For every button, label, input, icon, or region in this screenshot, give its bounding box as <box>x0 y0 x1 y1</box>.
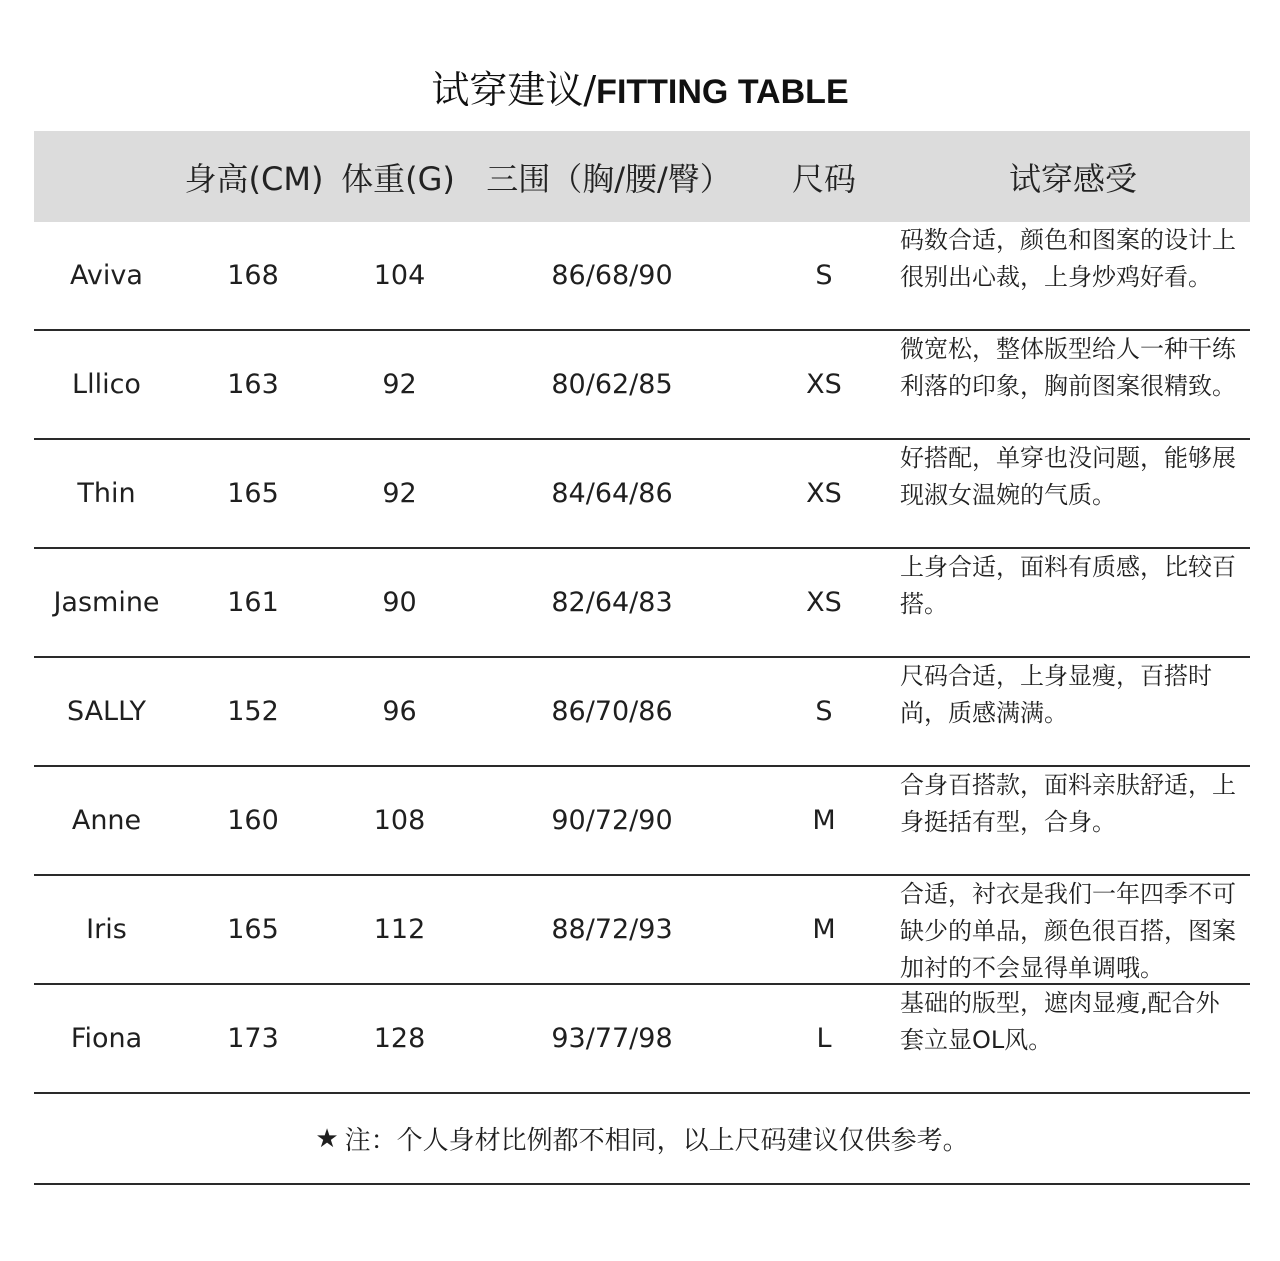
cell-name: SALLY <box>66 696 147 727</box>
cell-height: 173 <box>227 1023 279 1054</box>
cell-measurements: 86/68/90 <box>551 260 673 291</box>
title-chinese: 试穿建议/ <box>431 68 597 112</box>
cell-measurements: 90/72/90 <box>551 805 673 836</box>
cell-weight: 108 <box>373 805 426 836</box>
cell-weight: 128 <box>373 1023 426 1054</box>
feedback-text: 尺码合适，上身显瘦，百搭时尚，质感满满。 <box>900 662 1212 727</box>
feedback-text: 好搭配，单穿也没问题，能够展现淑女温婉的气质。 <box>900 444 1236 509</box>
feedback-text: 微宽松，整体版型给人一种干练利落的印象，胸前图案很精致。 <box>900 335 1236 400</box>
cell-size: M <box>812 914 836 945</box>
cell-size: XS <box>806 587 842 618</box>
footnote-text: 注：个人身材比例都不相同，以上尺码建议仅供参考。 <box>344 1126 969 1156</box>
cell-feedback <box>900 658 1250 765</box>
table-row <box>34 549 1250 658</box>
cell-height: 165 <box>227 478 279 509</box>
cell-height: 152 <box>227 696 279 727</box>
cell-feedback <box>900 767 1250 874</box>
cell-size: XS <box>806 369 842 400</box>
feedback-text: 基础的版型，遮肉显瘦,配合外套立显OL风。 <box>900 989 1220 1054</box>
cell-name: Fiona <box>70 1023 143 1054</box>
cell-weight: 90 <box>382 587 417 618</box>
table-row <box>34 440 1250 549</box>
header-measurements: 三围（胸/腰/臀） <box>486 159 732 198</box>
cell-weight: 96 <box>382 696 417 727</box>
feedback-text: 码数合适，颜色和图案的设计上很别出心裁，上身炒鸡好看。 <box>900 226 1236 291</box>
cell-feedback <box>900 549 1250 656</box>
cell-weight: 92 <box>382 478 417 509</box>
cell-height: 161 <box>227 587 279 618</box>
cell-weight: 92 <box>382 369 417 400</box>
cell-feedback <box>900 440 1250 547</box>
cell-height: 163 <box>227 369 279 400</box>
star-icon: ★ <box>315 1123 339 1154</box>
cell-name: Lllico <box>72 369 141 400</box>
cell-size: XS <box>806 478 842 509</box>
cell-weight: 112 <box>373 914 426 945</box>
cell-size: S <box>815 696 833 727</box>
footnote <box>34 1094 1250 1185</box>
header-height: 身高(CM) <box>184 159 324 198</box>
feedback-text: 合身百搭款，面料亲肤舒适，上身挺括有型，合身。 <box>900 771 1236 836</box>
cell-size: S <box>815 260 833 291</box>
header-weight: 体重(G) <box>341 159 455 198</box>
cell-measurements: 88/72/93 <box>551 914 673 945</box>
page-title <box>0 62 1280 120</box>
cell-measurements: 84/64/86 <box>551 478 673 509</box>
table-row <box>34 222 1250 331</box>
cell-name: Thin <box>77 478 136 509</box>
cell-feedback <box>900 876 1250 983</box>
feedback-text: 合适，衬衣是我们一年四季不可缺少的单品，颜色很百搭，图案加衬的不会显得单调哦。 <box>900 880 1236 982</box>
cell-size: M <box>812 805 836 836</box>
cell-size: L <box>816 1023 832 1054</box>
header-size: 尺码 <box>791 159 856 198</box>
cell-height: 165 <box>227 914 279 945</box>
cell-height: 168 <box>227 260 279 291</box>
table-row <box>34 876 1250 985</box>
table-row <box>34 658 1250 767</box>
cell-feedback <box>900 222 1250 329</box>
cell-name: Jasmine <box>53 587 160 618</box>
fitting-table <box>34 131 1250 1185</box>
cell-measurements: 82/64/83 <box>551 587 673 618</box>
cell-height: 160 <box>227 805 279 836</box>
title-english: FITTING TABLE <box>596 73 849 111</box>
table-row <box>34 767 1250 876</box>
cell-measurements: 93/77/98 <box>551 1023 673 1054</box>
table-row <box>34 985 1250 1094</box>
cell-name: Aviva <box>70 260 143 291</box>
header-feedback: 试穿感受 <box>1008 159 1137 198</box>
cell-name: Iris <box>86 914 127 945</box>
table-row <box>34 331 1250 440</box>
cell-feedback <box>900 985 1250 1092</box>
cell-name: Anne <box>71 805 142 836</box>
cell-weight: 104 <box>373 260 426 291</box>
cell-measurements: 80/62/85 <box>551 369 673 400</box>
table-header-row <box>34 131 1250 222</box>
cell-measurements: 86/70/86 <box>551 696 673 727</box>
cell-feedback <box>900 331 1250 438</box>
feedback-text: 上身合适，面料有质感，比较百搭。 <box>900 553 1236 618</box>
